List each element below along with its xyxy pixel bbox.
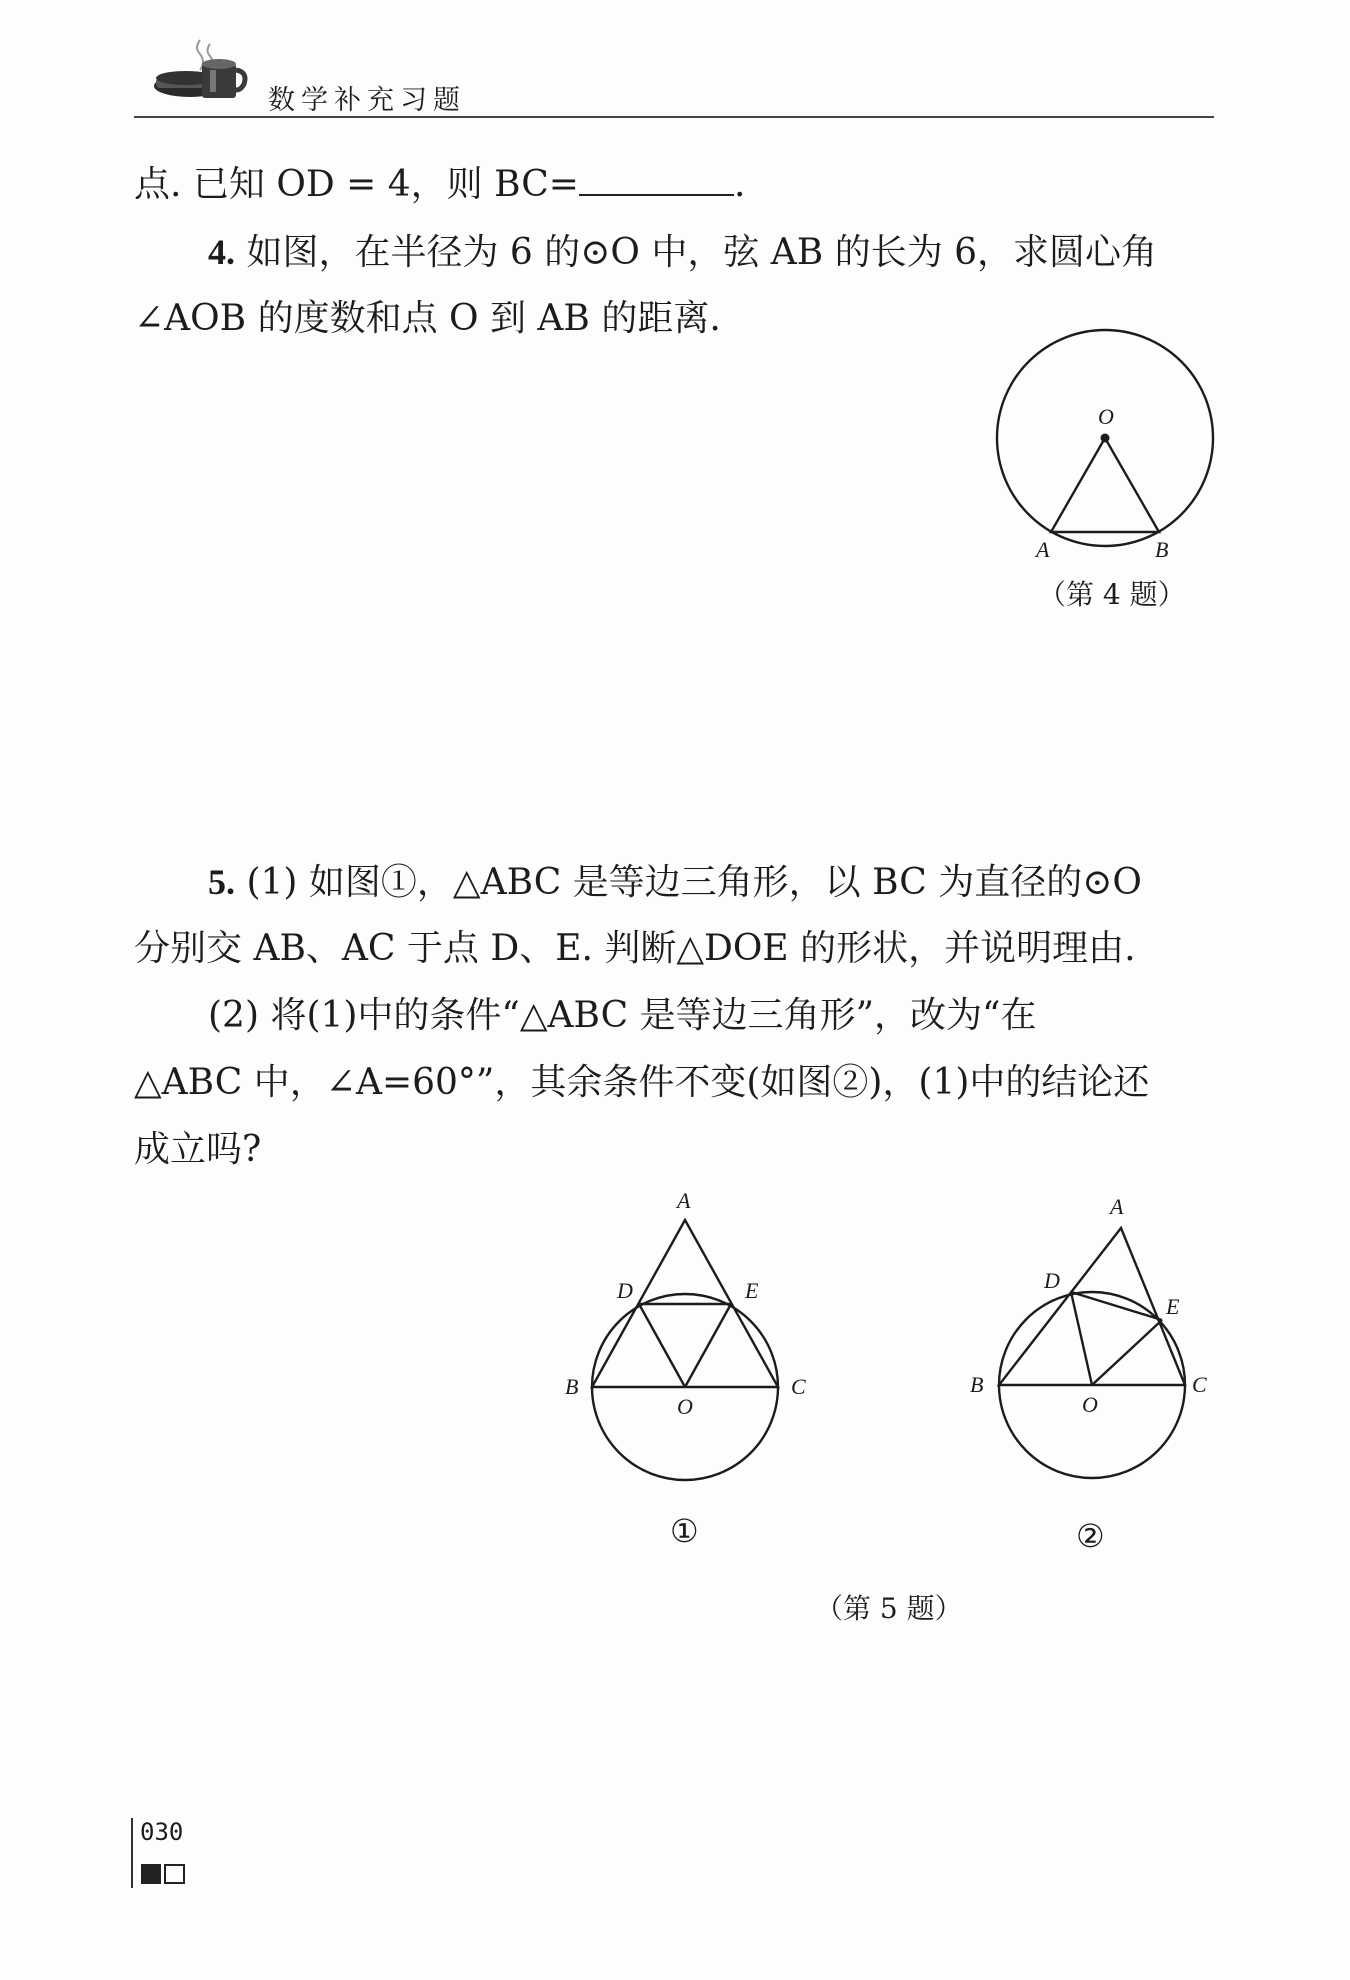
question4-caption: （第 4 题） — [1038, 578, 1186, 611]
question5-part2-line1 — [208, 994, 1036, 1038]
question3-tail — [134, 163, 745, 207]
label-b: B — [1155, 537, 1169, 562]
question4-figure — [980, 320, 1240, 565]
label-c: C — [791, 1374, 806, 1399]
label-e: E — [745, 1278, 759, 1303]
label-e: E — [1166, 1294, 1180, 1319]
question5-text-part2-line3: 成立吗? — [134, 1129, 262, 1170]
figure-1-mark: ① — [670, 1512, 699, 1550]
segment-eo — [685, 1304, 731, 1387]
question4-text-line1: 如图，在半径为 6 的⊙O 中，弦 AB 的长为 6，求圆心角 — [246, 232, 1158, 273]
label-o: O — [1098, 404, 1114, 429]
label-a: A — [1110, 1194, 1124, 1219]
question4-number: 4. — [208, 232, 235, 272]
question4-line1 — [208, 230, 1157, 275]
question3-tail-text: 点. 已知 OD = 4，则 BC= — [134, 164, 579, 205]
label-c: C — [1192, 1372, 1207, 1397]
footer-divider — [131, 1818, 133, 1888]
question5-text-part1-line2: 分别交 AB、AC 于点 D、E. 判断△DOE 的形状，并说明理由. — [134, 928, 1136, 969]
label-b: B — [970, 1372, 984, 1397]
question5-figure-1 — [555, 1190, 815, 1490]
page-marker-squares-icon — [140, 1862, 190, 1886]
answer-blank — [579, 164, 734, 196]
segment-do — [1071, 1292, 1092, 1385]
label-d: D — [617, 1278, 633, 1303]
question4-text-line2: ∠AOB 的度数和点 O 到 AB 的距离. — [134, 298, 721, 339]
question5-figure-2 — [960, 1190, 1220, 1490]
center-point-o — [1101, 434, 1110, 443]
page-number: 030 — [140, 1818, 184, 1846]
question5-text-part2-line1: (2) 将(1)中的条件“△ABC 是等边三角形”，改为“在 — [208, 995, 1037, 1036]
question5-part2-line2 — [134, 1061, 1149, 1105]
label-d: D — [1044, 1268, 1060, 1293]
question3-tail-end: . — [733, 164, 746, 205]
question5-part1-line2 — [134, 927, 1136, 971]
question5-caption: （第 5 题） — [815, 1592, 963, 1625]
label-a: A — [1036, 537, 1050, 562]
header-title: 数学补充习题 — [268, 85, 466, 116]
question5-number: 5. — [208, 862, 235, 902]
question5-text-part1-line1: (1) 如图①，△ABC 是等边三角形，以 BC 为直径的⊙O — [246, 862, 1142, 903]
question4-line2 — [134, 297, 721, 341]
question5-text-part2-line2: △ABC 中，∠A=60°”，其余条件不变(如图②)，(1)中的结论还 — [134, 1062, 1150, 1103]
label-a: A — [677, 1190, 691, 1213]
label-o: O — [677, 1394, 693, 1419]
book-and-mug-icon — [150, 38, 250, 104]
label-o: O — [1082, 1392, 1098, 1417]
segment-do — [639, 1304, 685, 1387]
segment-eo — [1092, 1320, 1162, 1385]
question5-part2-line3 — [134, 1128, 261, 1172]
triangle-aob — [1051, 438, 1159, 532]
figure-2-mark: ② — [1076, 1517, 1105, 1555]
header-divider — [134, 116, 1214, 118]
question5-part1-line1 — [208, 860, 1142, 905]
triangle-abc — [999, 1228, 1185, 1385]
label-b: B — [565, 1374, 579, 1399]
